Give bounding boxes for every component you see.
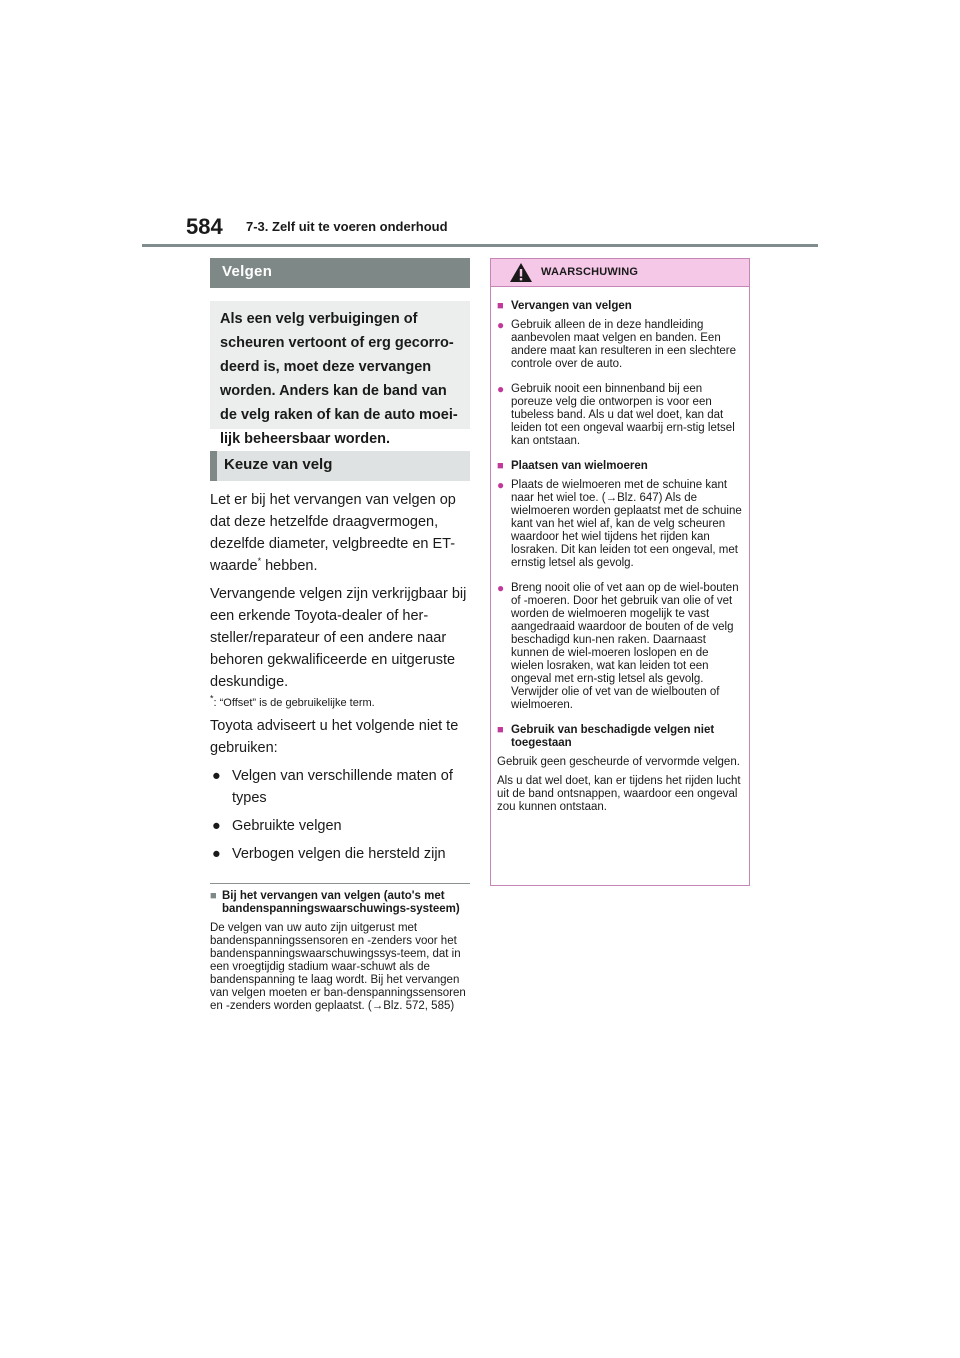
- bullet-dot-icon: ●: [497, 382, 505, 396]
- warning-paragraph: Als u dat wel doet, kan er tijdens het rijden lucht uit de band ontsnappen, waardoor een ongeval zou kunnen ontstaan.: [497, 775, 741, 813]
- paragraph-dealer: Vervangende velgen zijn verkrijgbaar bij een erkende Toyota-dealer of her-steller/reparateur of een andere naar behoren gekwalificeerde en uitgeruste deskundige.: [210, 586, 467, 690]
- bullet-dot-icon: ●: [497, 318, 505, 332]
- paragraph-text-end: hebben.: [261, 558, 318, 574]
- section-title: Velgen: [222, 263, 273, 280]
- bullet-dot-icon: ●: [497, 581, 505, 595]
- warning-heading-text: Gebruik van beschadigde velgen niet toegestaan: [511, 724, 715, 749]
- footnote-mark: *: [210, 693, 214, 704]
- chapter-title: 7-3. Zelf uit te voeren onderhoud: [246, 219, 448, 234]
- warning-bullet: [497, 383, 743, 448]
- warning-paragraph: Gebruik geen gescheurde of vervormde velgen.: [497, 756, 740, 768]
- bullet-item: [210, 843, 470, 865]
- bullet-item: [210, 765, 470, 809]
- warning-header: [491, 259, 749, 287]
- paragraph-wheel-requirements: [210, 489, 470, 577]
- footnote-marker: *: [257, 556, 262, 567]
- warning-bullet-text: Breng nooit olie of vet aan op de wiel-bouten of -moeren. Door het gebruik van olie of vet worden de wielmoeren mogelijk te vast aangedraaid waardoor de bouten of de velg beschadigd kun-nen raken. Daarnaast kunnen de wiel-moeren loslopen en de wielen losraken, wat kan leiden tot een ongeval met ern-stig letsel als gevolg. Verwijder olie of vet van de wielbouten of wielmoeren.: [511, 582, 739, 711]
- left-column: [210, 258, 470, 1013]
- warning-bullet: [497, 319, 743, 371]
- bullet-dot-icon: ●: [497, 478, 505, 492]
- warning-bullet-text: Gebruik nooit een binnenband bij een poreuze velg die ontworpen is voor een tubeless band. Als u dat wel doet, kan dat leiden tot een ongeval waarbij ern-stig letsel kan ontstaan.: [511, 383, 735, 447]
- bullet-text: Gebruikte velgen: [232, 818, 342, 834]
- square-bullet-icon: ■: [210, 890, 217, 902]
- subsection-title: Keuze van velg: [224, 456, 333, 473]
- bullet-dot-icon: ●: [212, 846, 221, 862]
- bullet-text: Verbogen velgen die hersteld zijn: [232, 846, 446, 862]
- warning-section-heading: [497, 460, 743, 473]
- warning-box: [490, 258, 750, 886]
- footnote: [210, 693, 470, 709]
- warning-bullet-text: Plaats de wielmoeren met de schuine kant naar het wiel toe. (→Blz. 647) Als de wielmoeren worden geplaatst met de schuine kant van het wiel af, kan de velg scheuren waardoor het wiel tijdens het rijden kan losraken. Dit kan leiden tot een ongeval, met ernstig letsel als gevolg.: [511, 479, 742, 569]
- intro-box: Als een velg verbuigingen of scheuren vertoont of erg gecorro-deerd is, moet deze vervangen worden. Anders kan de band van de velg raken of kan de auto moei-lijk beheersbaar worden.: [210, 301, 470, 429]
- bullet-item: [210, 815, 470, 837]
- section-title-bar: [210, 258, 470, 288]
- bullet-dot-icon: ●: [212, 818, 221, 834]
- subsection-title-bar: [210, 451, 470, 481]
- footnote-text: : “Offset” is de gebruikelijke term.: [213, 697, 375, 709]
- note-heading: [210, 890, 470, 916]
- page-number: 584: [186, 214, 223, 239]
- square-bullet-icon: ■: [497, 300, 504, 312]
- paragraph-text: Let er bij het vervangen van velgen op dat deze hetzelfde draagvermogen, dezelfde diameter, velgbreedte en ET-waarde: [210, 492, 456, 574]
- warning-content: [491, 287, 749, 814]
- warning-heading-text: Vervangen van velgen: [511, 300, 632, 312]
- warning-triangle-icon: [510, 263, 532, 282]
- notes-divider: [210, 883, 470, 884]
- warning-heading-text: Plaatsen van wielmoeren: [511, 460, 648, 472]
- note-text: De velgen van uw auto zijn uitgerust met bandenspanningssensoren en -zenders voor het bandenspanningswaarschuwingssys-teem, dat in een vroegtijdig stadium waar-schuwt als de bandenspanning te laag wordt. Bij het vervangen van velgen moeten er ban-denspanningssensoren en -zenders worden geplaatst. (→Blz. 572, 585): [210, 922, 466, 1012]
- header-rule: [142, 244, 818, 247]
- paragraph-advice: Toyota adviseert u het volgende niet te gebruiken:: [210, 718, 459, 756]
- warning-title: WAARSCHUWING: [541, 266, 639, 278]
- warning-bullet: [497, 582, 743, 712]
- note-heading-text: Bij het vervangen van velgen (auto's met bandenspanningswaarschuwings-systeem): [222, 890, 460, 915]
- square-bullet-icon: ■: [497, 724, 504, 736]
- bullet-dot-icon: ●: [212, 768, 221, 784]
- warning-bullet-text: Gebruik alleen de in deze handleiding aanbevolen maat velgen en banden. Een andere maat kan resulteren in een slechtere controle over de auto.: [511, 319, 737, 370]
- square-bullet-icon: ■: [497, 460, 504, 472]
- warning-section-heading: [497, 724, 743, 750]
- bullet-text: Velgen van verschillende maten of types: [232, 768, 453, 806]
- warning-section-heading: [497, 300, 743, 313]
- warning-bullet: [497, 479, 743, 570]
